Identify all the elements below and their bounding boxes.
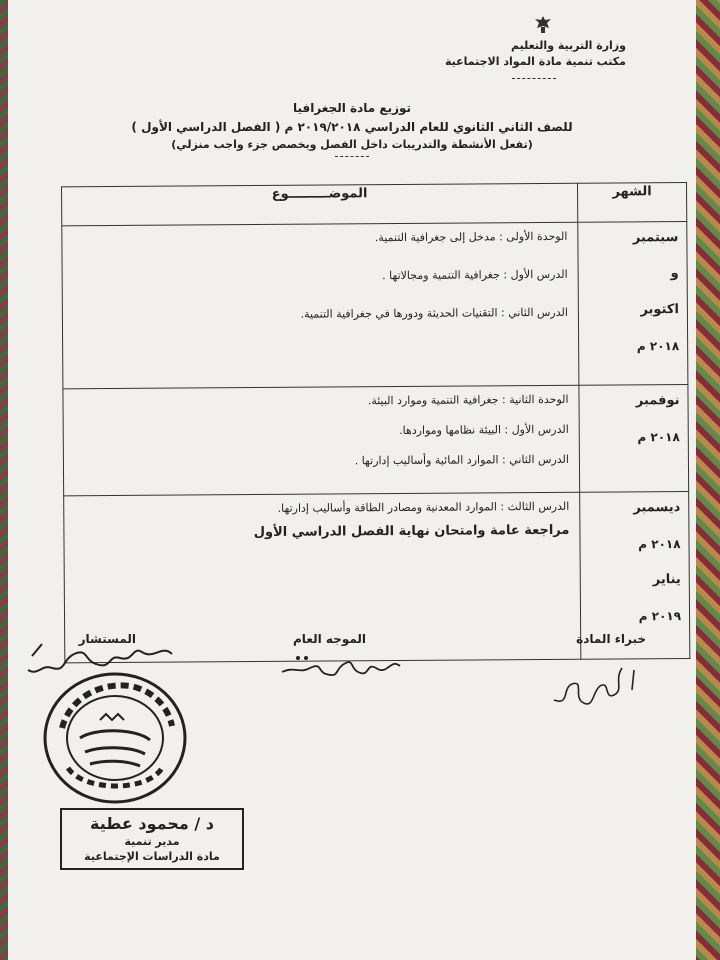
lesson-title: الدرس الثاني : التقنيات الحديثة ودورها في جغرافية التنمية. bbox=[300, 305, 568, 321]
office-name: مكتب تنمية مادة المواد الاجتماعية bbox=[444, 55, 626, 68]
unit-title: الوحدة الأولى : مدخل إلى جغرافية التنمية. bbox=[374, 229, 568, 245]
month-column-header: الشهر bbox=[578, 183, 687, 223]
topic-cell bbox=[62, 222, 579, 389]
letterhead bbox=[445, 20, 626, 70]
document-title: توزيع مادة الجغرافيا bbox=[292, 101, 412, 115]
lesson-title: الدرس الثاني : الموارد المائية وأساليب إدارتها . bbox=[354, 452, 569, 468]
final-review-label: مراجعة عامة وامتحان نهاية الفصل الدراسي الأول bbox=[253, 522, 570, 541]
title-block bbox=[108, 100, 596, 157]
stamp-title: مدير تنمية bbox=[124, 835, 180, 848]
year-label: ٢٠١٨ م bbox=[638, 537, 681, 552]
stamp-name-box bbox=[60, 808, 244, 870]
carpet-right-edge bbox=[692, 0, 720, 960]
topic-cell bbox=[63, 385, 580, 496]
supervisor-label: الموجه العام bbox=[293, 632, 366, 646]
month-label: و bbox=[670, 266, 679, 282]
table-row bbox=[63, 384, 689, 495]
experts-label: خبراء المادة bbox=[576, 632, 646, 646]
year-label: ٢٠١٨ م bbox=[637, 430, 680, 445]
month-label: ديسمبر bbox=[633, 500, 681, 516]
document-page bbox=[8, 0, 696, 960]
ministry-name: وزارة التربية والتعليم bbox=[511, 39, 626, 52]
stamp-subject: مادة الدراسات الإجتماعية bbox=[84, 850, 220, 863]
document-subtitle: للصف الثاني الثانوي للعام الدراسي ٢٠١٩/٢٠١٨ م ( الفصل الدراسي الأول ) bbox=[131, 120, 573, 134]
table-row bbox=[62, 222, 688, 389]
lesson-title: الدرس الأول : جغرافية التنمية ومجالاتها . bbox=[382, 267, 568, 283]
director-label: المستشار bbox=[78, 632, 136, 646]
table-header-row bbox=[62, 183, 687, 226]
activities-note: (تفعل الأنشطة والتدريبات داخل الفصل ويخصص جزء واجب منزلي) bbox=[171, 138, 533, 151]
month-cell bbox=[578, 222, 688, 386]
month-label: سبتمبر bbox=[632, 230, 679, 246]
stamp-name: د / محمود عطية bbox=[90, 814, 214, 833]
month-label: اكتوبر bbox=[640, 302, 679, 318]
month-cell bbox=[579, 384, 689, 492]
month-label: نوفمبر bbox=[635, 393, 680, 409]
title-divider bbox=[335, 156, 369, 157]
topic-header-label: الموضـــــــــوع bbox=[271, 186, 368, 202]
month-label: يناير bbox=[652, 572, 681, 588]
topic-column-header bbox=[62, 183, 578, 226]
year-label: ٢٠١٩ م bbox=[638, 609, 682, 624]
lesson-title: الدرس الأول : البيئة نظامها ومواردها. bbox=[399, 422, 569, 438]
year-label: ٢٠١٨ م bbox=[636, 339, 680, 354]
lesson-title: الدرس الثالث : الموارد المعدنية ومصادر الطاقة وأساليب إدارتها. bbox=[277, 499, 570, 515]
supervisor-signature bbox=[270, 648, 410, 688]
experts-signature bbox=[534, 650, 644, 720]
curriculum-table bbox=[61, 182, 690, 663]
unit-title: الوحدة الثانية : جغرافية التنمية وموارد البيئة. bbox=[367, 392, 569, 408]
official-seal bbox=[40, 668, 190, 808]
header-divider bbox=[512, 78, 556, 79]
